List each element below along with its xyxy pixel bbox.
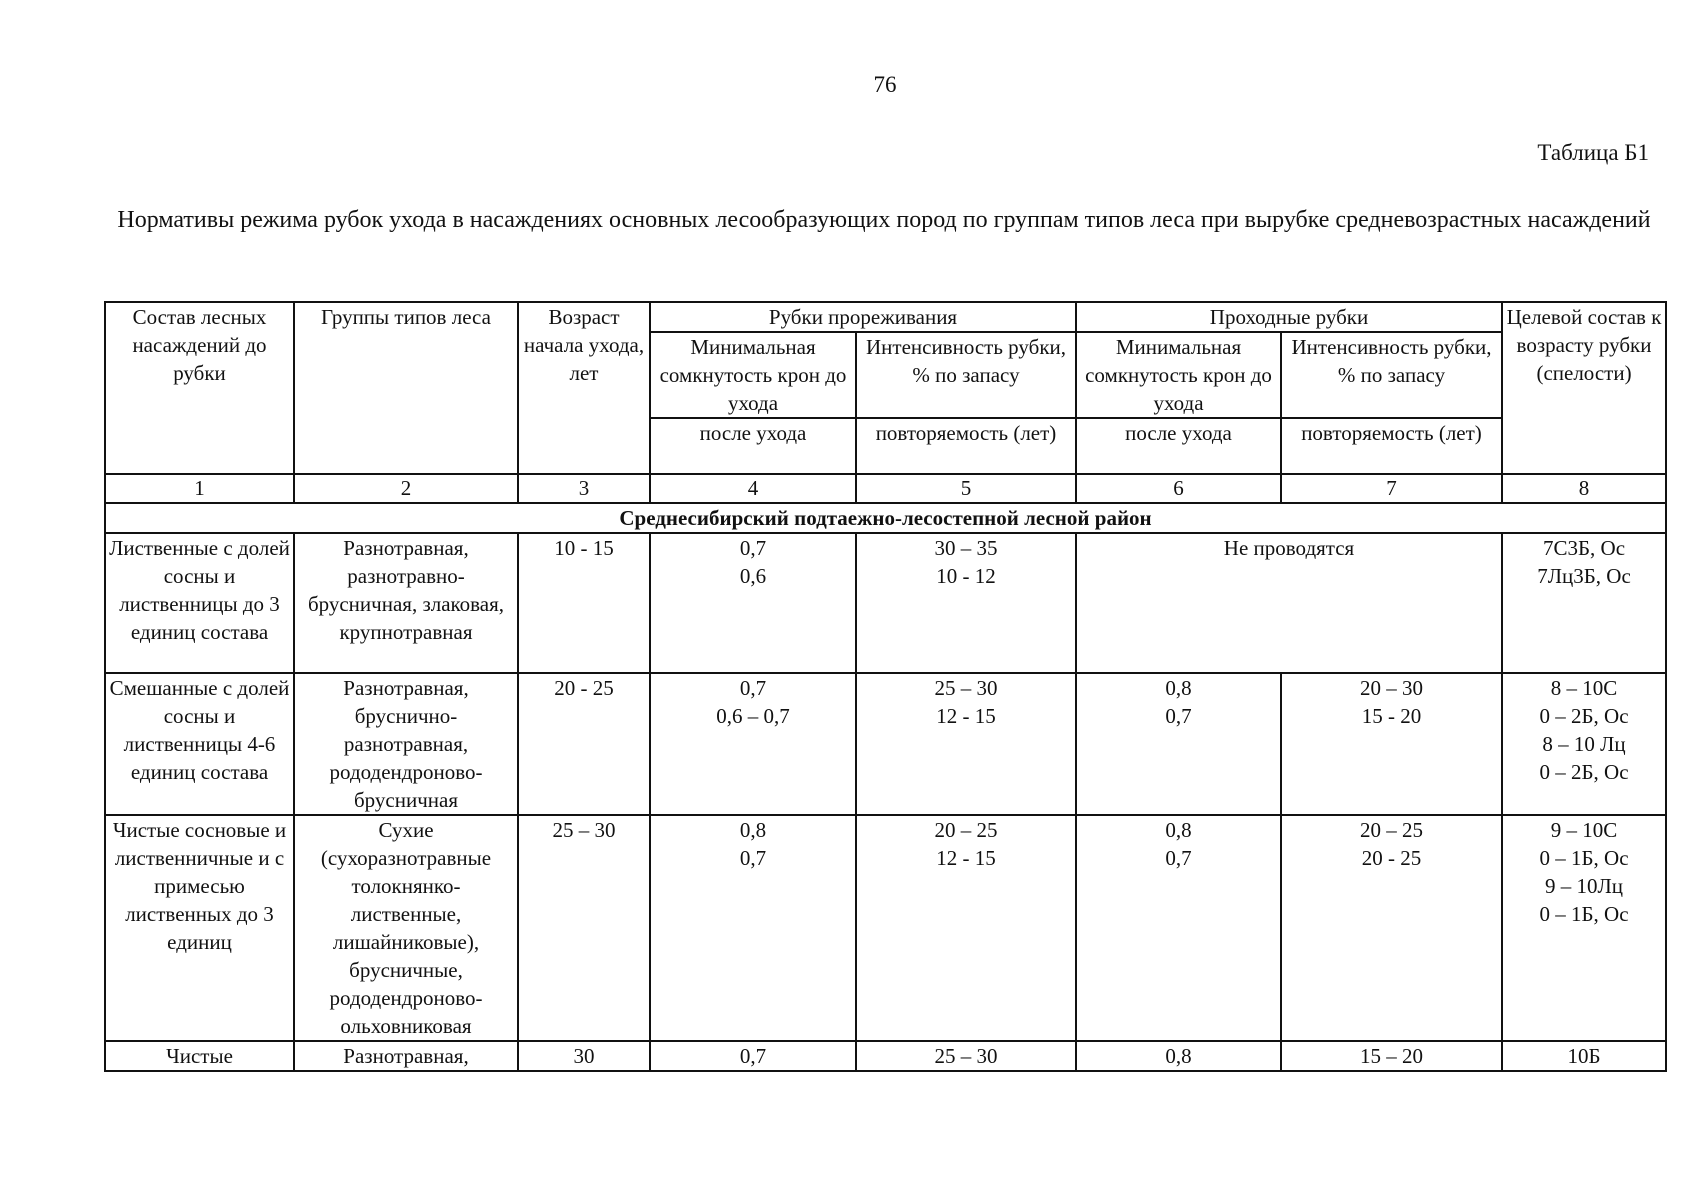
region-heading: Среднесибирский подтаежно-лесостепной лесной район <box>105 503 1666 533</box>
column-number: 6 <box>1076 474 1281 503</box>
column-number: 7 <box>1281 474 1502 503</box>
header-thinning: Рубки прореживания <box>650 302 1076 332</box>
cell-start-age: 20 - 25 <box>518 673 650 815</box>
cell-forest-types: Разнотравная, разнотравно-брусничная, злаковая, крупнотравная <box>294 533 518 673</box>
cell-forest-types: Сухие (сухоразнотравные толокнянко-лиственные, лишайниковые), брусничные, рододендроново-ольховниковая <box>294 815 518 1041</box>
table-row <box>105 815 1666 1041</box>
header-thin-min-density: Минимальная сомкнутость крон до ухода <box>650 332 856 418</box>
header-pass-after-care: после ухода <box>1076 418 1281 474</box>
cell-thin-density: 0,8 0,7 <box>650 815 856 1041</box>
column-number: 4 <box>650 474 856 503</box>
table-row <box>105 673 1666 815</box>
column-number: 5 <box>856 474 1076 503</box>
cell-passing-note: Не проводятся <box>1076 533 1502 673</box>
table-label: Таблица Б1 <box>1537 140 1649 165</box>
cell-forest-types: Разнотравная, <box>294 1041 518 1071</box>
cell-pass-density: 0,8 <box>1076 1041 1281 1071</box>
table-row <box>105 533 1666 673</box>
cell-pass-density: 0,8 0,7 <box>1076 815 1281 1041</box>
cell-thin-intensity: 25 – 30 <box>856 1041 1076 1071</box>
cell-composition: Чистые сосновые и лиственничные и с примесью лиственных до 3 единиц <box>105 815 294 1041</box>
cell-composition: Лиственные с долей сосны и лиственницы до 3 единиц состава <box>105 533 294 673</box>
header-pass-min-density: Минимальная сомкнутость крон до ухода <box>1076 332 1281 418</box>
cell-forest-types: Разнотравная, бруснично-разнотравная, рододендроново-брусничная <box>294 673 518 815</box>
cell-target-composition: 10Б <box>1502 1041 1666 1071</box>
header-pass-repeat: повторяемость (лет) <box>1281 418 1502 474</box>
cell-pass-intensity: 20 – 25 20 - 25 <box>1281 815 1502 1041</box>
cell-pass-density: 0,8 0,7 <box>1076 673 1281 815</box>
norms-table <box>104 301 1667 1072</box>
header-target-composition: Целевой состав к возрасту рубки (спелости) <box>1502 302 1666 474</box>
cell-start-age: 25 – 30 <box>518 815 650 1041</box>
header-thin-repeat: повторяемость (лет) <box>856 418 1076 474</box>
cell-target-composition: 7С3Б, Ос 7Лц3Б, Ос <box>1502 533 1666 673</box>
header-pass-intensity: Интенсивность рубки, % по запасу <box>1281 332 1502 418</box>
column-number: 8 <box>1502 474 1666 503</box>
cell-pass-intensity: 20 – 30 15 - 20 <box>1281 673 1502 815</box>
column-number: 2 <box>294 474 518 503</box>
cell-composition: Чистые <box>105 1041 294 1071</box>
header-thin-after-care: после ухода <box>650 418 856 474</box>
header-passing-cuts: Проходные рубки <box>1076 302 1502 332</box>
cell-target-composition: 9 – 10С 0 – 1Б, Ос 9 – 10Лц 0 – 1Б, Ос <box>1502 815 1666 1041</box>
column-number: 3 <box>518 474 650 503</box>
cell-composition: Смешанные с долей сосны и лиственницы 4-6 единиц состава <box>105 673 294 815</box>
cell-thin-density: 0,7 0,6 <box>650 533 856 673</box>
cell-start-age: 30 <box>518 1041 650 1071</box>
cell-thin-intensity: 25 – 30 12 - 15 <box>856 673 1076 815</box>
cell-target-composition: 8 – 10С 0 – 2Б, Ос 8 – 10 Лц 0 – 2Б, Ос <box>1502 673 1666 815</box>
cell-start-age: 10 - 15 <box>518 533 650 673</box>
header-composition: Состав лесных насаждений до рубки <box>105 302 294 474</box>
column-number: 1 <box>105 474 294 503</box>
header-start-age: Возраст начала ухода, лет <box>518 302 650 474</box>
cell-thin-density: 0,7 <box>650 1041 856 1071</box>
table-row <box>105 1041 1666 1071</box>
cell-thin-intensity: 30 – 35 10 - 12 <box>856 533 1076 673</box>
cell-thin-intensity: 20 – 25 12 - 15 <box>856 815 1076 1041</box>
header-thin-intensity: Интенсивность рубки, % по запасу <box>856 332 1076 418</box>
page-number: 76 <box>873 72 897 97</box>
document-title: Нормативы режима рубок ухода в насаждениях основных лесообразующих пород по группам типов леса при вырубке средневозрастных насаждений <box>117 207 1651 233</box>
cell-thin-density: 0,7 0,6 – 0,7 <box>650 673 856 815</box>
cell-pass-intensity: 15 – 20 <box>1281 1041 1502 1071</box>
header-forest-types: Группы типов леса <box>294 302 518 474</box>
